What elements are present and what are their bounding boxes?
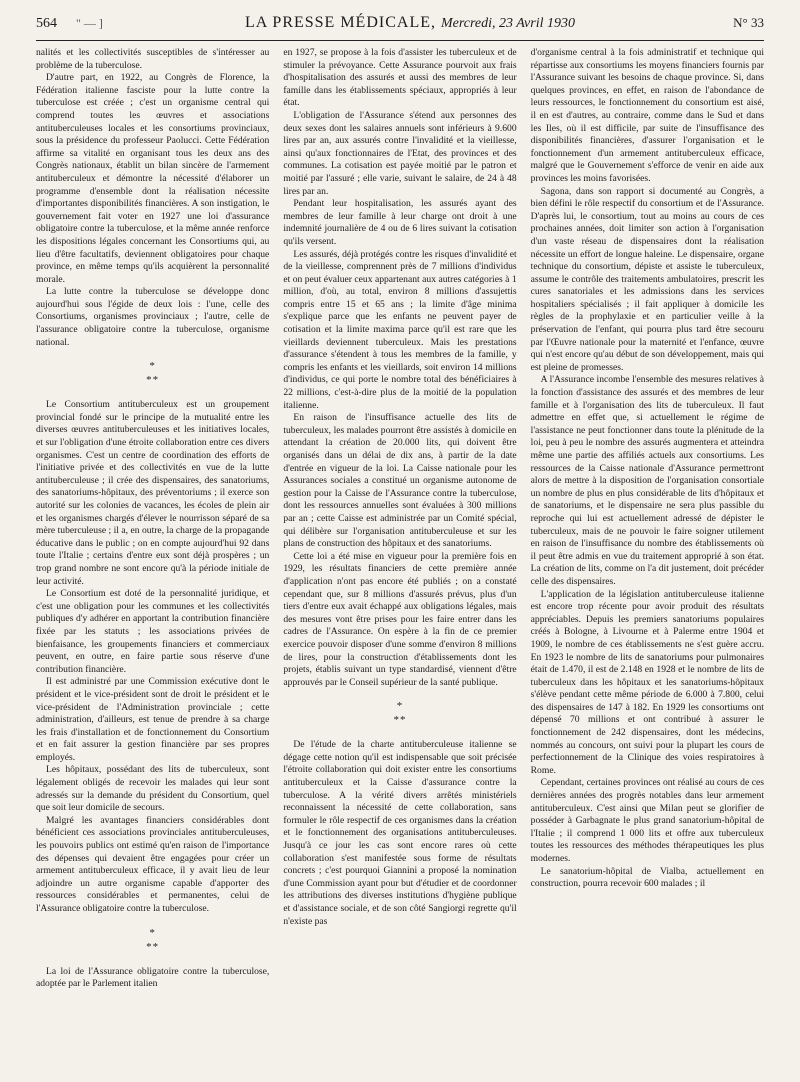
paragraph: L'obligation de l'Assurance s'étend aux personnes des deux sexes dont les salaires annuels sont inférieurs à 9.600 lires par an, aux assurés contre l'invalidité et la vieillesse, ainsi qu'aux fonctionnaires de l'Etat, des provinces et des communes. La cotisation est payée moitié par le patron et moitié par l'assuré ; elle varie, suivant le salaire, de 24 à 48 lires par an.: [283, 109, 517, 197]
paragraph: nalités et les collectivités susceptibles de s'intéresser au problème de la tuberculose.: [36, 47, 270, 71]
paragraph: En raison de l'insuffisance actuelle des lits de tuberculeux, les malades pourront être assistés à domicile en attendant la création de 20.000 lits, qui doivent être organisés dans un délai de dix ans, à partir de la date d'entrée en vigueur de la loi. La Caisse nationale pour les Assurances sociales a constitué un organisme autonome de gestion pour la Caisse de l'Assurance contre la tuberculose, dont les ressources annuelles sont évaluées à 300 millions par an ; cette Caisse est administrée par un Comité spécial, qui délibère sur l'organisation antituberculeuse et sur les plans de construction des hôpitaux et des sanatoriums.: [283, 412, 517, 550]
paragraph: Les assurés, déjà protégés contre les risques d'invalidité et de la vieillesse, comprennent près de 7 millions d'individus et on peut évaluer ceux appartenant aux autres catégories à 1 million, d'où, au total, environ 8 millions d'assujettis compris entre 15 et 65 ans ; la limite d'âge minima s'explique parce que les enfants ne peuvent payer de cotisation et la limite maxima parce qu'il est rare que les vieillards deviennent tuberculeux. Mais les prestations d'assurance s'étendent à tous les membres de la famille, y compris les enfants et les vieillards, soit environ 14 millions d'individus, ce qui porte le nombre total des bénéficiaires à 22 millions, c'est-à-dire plus de la moitié de la population italienne.: [283, 248, 517, 411]
section-separator: * **: [146, 926, 160, 953]
issue-date: Mercredi, 23 Avril 1930: [440, 16, 576, 31]
paragraph: La lutte contre la tuberculose se développe donc aujourd'hui sous l'égide de deux lois : l'une, celle des Consortiums, organismes provinciaux ; l'autre, celle de l'assurance obligatoire contre la tuberculose, organisme national.: [36, 286, 270, 348]
paragraph: Les hôpitaux, possédant des lits de tuberculeux, sont légalement obligés de recevoir les malades qui leur sont adressés sur la demande du président du Consortium, quel que soit leur domicile de secours.: [36, 764, 270, 814]
header-mark: " — ]: [76, 16, 103, 30]
paragraph: L'application de la législation antituberculeuse italienne est encore trop récente pour avoir produit des résultats appréciables. Depuis les premiers sanatoriums populaires créés à Bologne, à Livourne et à Palerme entre 1904 et 1909, le nombre de ces établissements ne s'est guère accru. En 1923 le nombre de lits de sanatoriums pour pulmonaires était de 1.470, il est de 2.148 en 1928 et le nombre de lits de tuberculeux dans les hôpitaux et les sanatoriums-hôpitaux s'élève pendant cette même période de 6.000 à 7.800, celui des dispensaires de 147 à 182. En 1929 les consortiums ont dépensé 70 millions et ont contribué à assurer le fonctionnement de 242 dispensaires, dont les médecins, nommés au concours, ont suivi pour la plupart les cours de perfectionnement de la Clinique des voies respiratoires à Rome.: [530, 588, 764, 776]
paragraph: Cette loi a été mise en vigueur pour la première fois en 1929, les résultats financiers de cette première année d'application n'ont pas encore été publiés ; on a constaté cependant que, sur 8 millions d'assurés prévus, plus d'un tiers d'entre eux avait échappé aux obligations légales, mais des mesures vont être prises pour les faire entrer dans les cadres de l'Assurance. On espère à la fin de ce premier exercice pouvoir disposer d'une somme d'environ 8 millions de lires, pour la construction d'établissements dont les projets, établis suivant un type standardisé, viennent d'être approuvés par le Conseil supérieur de la santé publique.: [283, 550, 517, 688]
column-2: [283, 47, 516, 991]
paragraph: en 1927, se propose à la fois d'assister les tuberculeux et de stimuler la prévoyance. Cette Assurance pourvoit aux frais d'hospitalisation des assurés et aussi des membres de leur famille dans les établissements spéciaux, appropriés à leur état.: [283, 47, 517, 109]
article-body: [36, 47, 764, 991]
column-3: [531, 47, 764, 991]
paragraph: De l'étude de la charte antituberculeuse italienne se dégage cette notion qu'il est indispensable que soit précisée l'étroite collaboration qui doit exister entre les consortiums antituberculeux et la Caisse d'assurance contre la tuberculose. A la vérité divers arrêtés ministériels reconnaissent la nécessité de cette collaboration, sans formuler le rôle respectif de ces organismes dans la création et le fonctionnement des organisations antituberculeuses. Jusqu'à ce jour les cas sont encore rares où cette collaboration s'est manifestée sous forme de résultats concrets ; c'est pourquoi Giannini a proposé la nomination d'une Commission ayant pour but d'étudier et de coordonner les attributions des diverses institutions d'hygiène publique et d'assistance sociale, et de son côté Sangiorgi regrette qu'il n'existe pas: [283, 739, 517, 927]
paragraph: Le sanatorium-hôpital de Vialba, actuellement en construction, pourra recevoir 600 malades ; il: [530, 865, 764, 890]
paragraph: Pendant leur hospitalisation, les assurés ayant des membres de leur famille à leur charge ont droit à une indemnité journalière de 4 ou de 6 lires suivant la cotisation qu'ils versent.: [283, 198, 517, 247]
paragraph: Cependant, certaines provinces ont réalisé au cours de ces dernières années des progrès notables dans leur armement antituberculeux. C'est ainsi que Milan peut se glorifier de posséder à Garbagnate le plus grand sanatorium-hôpital de l'Italie ; il comprend 1 000 lits et offre aux tuberculeux toutes les ressources des méthodes thérapeutiques les plus modernes.: [530, 777, 764, 864]
paragraph: Malgré les avantages financiers considérables dont bénéficient ces associations provinciales antituberculeuses, les pouvoirs publics ont estimé qu'en raison de l'importance des dépenses qui devaient être engagées pour créer un armement antituberculeux efficace, il y avait lieu de leur adjoindre un autre organisme capable d'apporter des ressources considérables et permanentes, celui de l'Assurance obligatoire contre la tuberculose.: [36, 814, 270, 914]
issue-number: N° 33: [733, 15, 764, 30]
paragraph: La loi de l'Assurance obligatoire contre la tuberculose, adoptée par le Parlement italien: [36, 965, 270, 990]
section-separator: * **: [146, 360, 160, 387]
page-number: 564: [36, 16, 57, 31]
journal-title: [116, 14, 704, 32]
section-separator: * **: [393, 700, 407, 727]
paragraph: d'organisme central à la fois administratif et technique qui répartisse aux consortiums les moyens financiers fournis par l'Assurance suivant les besoins de chaque province. Si, dans quelques provinces, en effet, en raison de l'abondance de leurs ressources, le fonctionnement du consortium est aisé, il en est d'autres, au contraire, comme dans le Sud et dans les Iles, où il est difficile, par suite de l'insuffisance des disponibilités financières, d'assurer l'organisation et le fonctionnement d'un armement antituberculeux efficace, malgré que le Gouvernement s'efforce de venir en aide aux provinces les moins favorisées.: [530, 47, 764, 184]
column-1: [36, 47, 269, 991]
paragraph: Le Consortium antituberculeux est un groupement provincial fondé sur le principe de la mutualité entre les diverses œuvres antituberculeuses et les initiatives locales, et sur l'obligation d'une étroite collaboration entre ces divers organismes. C'est un centre de coordination des efforts de l'initiative privée et des collectivités en vue de la lutte antituberculeuse ; il crée des dispensaires, des sanatoriums, des sanatoriums-hôpitaux, des préventoriums ; il exerce son autorité sur les colonies de vacances, les écoles de plein air et les organismes chargés d'élever le nourrisson séparé de sa mère tuberculeuse ; il a, en outre, la charge de la propagande éducative dans le public ; on en compte aujourd'hui 92 dans toute l'Italie ; certains d'entre eux sont déjà prospères ; un trop grand nombre ne sont encore qu'à la période initiale de leur activité.: [36, 399, 270, 587]
paragraph: D'autre part, en 1922, au Congrès de Florence, la Fédération italienne fasciste pour la lutte contre la tuberculose est créée ; c'est un organisme central qui comprend toutes les œuvres et associations antituberculeuses locales et les consortiums provinciaux, sous la présidence du professeur Paolucci. Cette Fédération affirme sa vitalité en organisant tous les deux ans des Congrès nationaux, établit un bilan sincère de l'armement antituberculeux et démontre la nécessité d'élaborer un programme d'ensemble dont la réalisation nécessite d'importantes disponibilités financières. A son instigation, le gouvernement fait voter en 1927 une loi d'assurance obligatoire contre la tuberculose, et la même année renforce les dispositions légales concernant les Consortiums qui, au lieu d'être facultatifs, deviennent obligatoires pour chaque province, en même temps qu'ils acquièrent la personnalité morale.: [36, 72, 270, 285]
paragraph: Il est administré par une Commission exécutive dont le président et le vice-président sont de droit le président et le vice-président de l'Administration provinciale ; cette administration, d'ailleurs, est tenue de prendre à sa charge les frais d'installation et de fonctionnement du Consortium et en fait assurer la gestion financière par ses propres employés.: [36, 676, 270, 763]
running-header: [36, 14, 764, 41]
paragraph: Sagona, dans son rapport si documenté au Congrès, a bien défini le rôle respectif du consortium et de l'Assurance. D'après lui, le consortium, tout au moins au cours de ces prochaines années, doit limiter son action à l'organisation d'un vaste réseau de dispensaires dont la réalisation nécessite un effort de longue haleine. Le dispensaire, organe technique du consortium, dépiste et assiste le tuberculeux, assume le contrôle des traitements ambulatoires, prescrit les cures sanatoriales et les admissions dans les services hospitaliers spécialisés ; il fait appliquer à domicile les règles de la prophylaxie et en particulier veille à la préservation de l'enfant, qui pourra plus tard être secouru par l'Œuvre nationale pour la maternité et l'enfance, œuvre qui n'est encore qu'au début de son développement, mais qui est pleine de promesses.: [530, 185, 764, 373]
paragraph: Le Consortium est doté de la personnalité juridique, et c'est une obligation pour les communes et les collectivités publiques d'y adhérer en apportant la contribution financière fixée par les statuts ; les associations privées de bienfaisance, les groupements financiers et commerciaux peuvent, en outre, en faire partie sous réserve d'une contribution financière.: [36, 588, 270, 675]
journal-name: LA PRESSE MÉDICALE,: [244, 14, 436, 31]
paragraph: A l'Assurance incombe l'ensemble des mesures relatives à la fonction d'assistance des assurés et des membres de leur famille et à l'organisation des lits de tuberculeux. Il faut admettre en effet que, si actuellement le régime de l'assistance ne peut fonctionner dans toute la plénitude de la loi, peu à peu le nombre des assurés augmentera et atteindra même une partie des affiliés actuels aux consortiums. Les ressources de la Caisse nationale d'Assurance permettront alors de mettre à la disposition de l'organisation consortiale un nombre de plus en plus considérable de lits d'hôpitaux et de sanatoriums, et le dispensaire ne sera plus passible du reproche qui lui est actuellement adressé de dépister le tuberculeux, mais de ne pouvoir le faire soigner utilement en raison de l'insuffisance du nombre des établissements où il peut être admis en vue du traitement approprié à son état. La création de lits, comme on l'a dit justement, doit précéder celle des dispensaires.: [530, 374, 764, 587]
